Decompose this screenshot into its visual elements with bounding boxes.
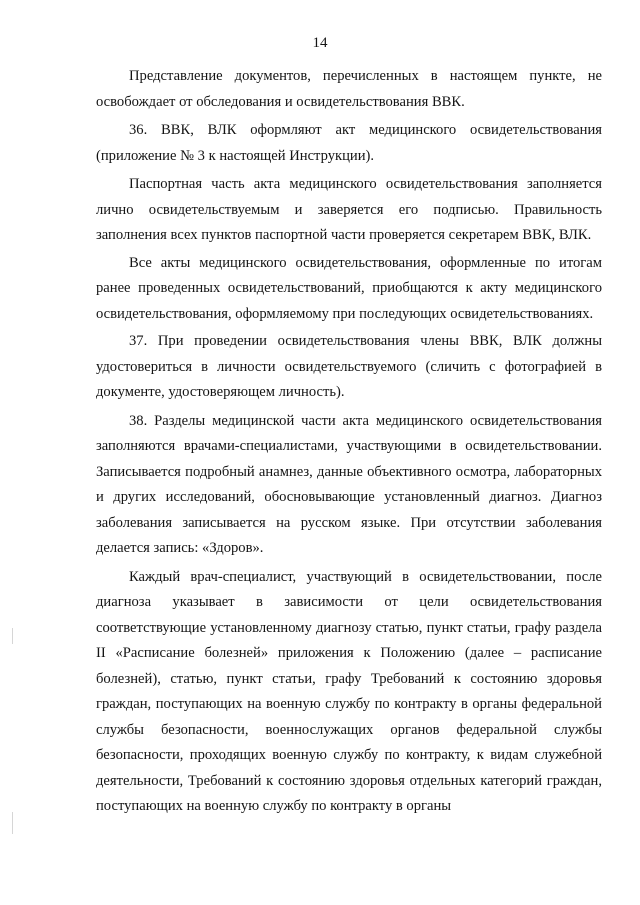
paragraph-item-36: 36. ВВК, ВЛК оформляют акт медицинского освидетельствования (приложение № 3 к настоящей Инструкции).: [96, 122, 602, 164]
paragraph-item-37: 37. При проведении освидетельствования члены ВВК, ВЛК должны удостовериться в личности освидетельствуемого (сличить с фотографией в документе, удостоверяющем личность).: [96, 333, 602, 400]
document-body: [96, 64, 602, 820]
paragraph-documents-note: Представление документов, перечисленных в настоящем пункте, не освобождает от обследования и освидетельствования ВВК.: [96, 68, 602, 110]
paragraph-specialist-diagnosis: Каждый врач-специалист, участвующий в освидетельствовании, после диагноза указывает в зависимости от цели освидетельствования соответствующие установленному диагнозу статью, пункт статьи, графу раздела II «Расписание болезней» приложения к Положению (далее – расписание болезней), статью, пункт статьи, графу Требований к состоянию здоровья граждан, поступающих на военную службу по контракту в органы федеральной службы безопасности, военнослужащих органов федеральной службы безопасности, проходящих военную службу по контракту, к видам служебной деятельности, Требований к состоянию здоровья отдельных категорий граждан, поступающих на военную службу по контракту в органы: [96, 568, 602, 814]
paragraph-item-38: 38. Разделы медицинской части акта медицинского освидетельствования заполняются врачами-специалистами, участвующими в освидетельствовании. Записывается подробный анамнез, данные объективного осмотра, лабораторных и других исследований, обосновывающие установленный диагноз. Диагноз заболевания записывается на русском языке. При отсутствии заболевания делается запись: «Здоров».: [96, 412, 602, 556]
page-number: 14: [312, 35, 328, 51]
scan-artifact-mark: [12, 628, 13, 644]
scan-artifact-mark: [12, 812, 13, 834]
paragraph-passport-part: Паспортная часть акта медицинского освидетельствования заполняется лично освидетельствуемым и заверяется его подписью. Правильность заполнения всех пунктов паспортной части проверяется секретарем ВВК, ВЛК.: [96, 176, 602, 243]
paragraph-previous-acts: Все акты медицинского освидетельствования, оформленные по итогам ранее проведенных освидетельствований, приобщаются к акту медицинского освидетельствования, оформляемому при последующих освидетельствованиях.: [96, 254, 602, 322]
